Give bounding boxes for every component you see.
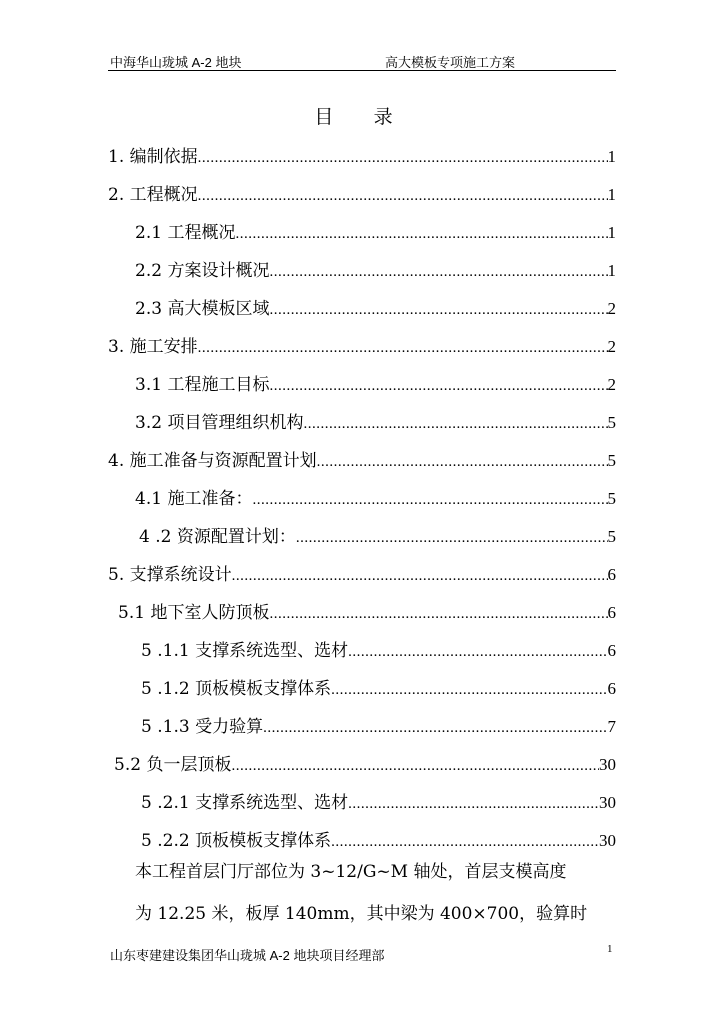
toc-leader-dots <box>348 644 607 661</box>
toc-entry-text: 2.2 方案设计概况 <box>135 261 270 281</box>
toc-entry[interactable] <box>141 712 616 736</box>
toc-leader-dots <box>317 454 608 471</box>
body-paragraph-line: 为 12.25 米，板厚 140mm，其中梁为 400×700，验算时 <box>135 904 588 924</box>
toc-leader-dots <box>252 492 607 509</box>
toc-entry[interactable] <box>135 484 616 508</box>
footer-page-number: 1 <box>607 943 613 955</box>
toc-entry-text: 5 .1.3 受力验算 <box>141 717 264 737</box>
toc-entry-page: 1 <box>607 223 616 242</box>
toc-entry-page: 5 <box>607 413 616 432</box>
toc-entry[interactable] <box>135 408 616 432</box>
toc-entry-page: 6 <box>607 679 616 698</box>
toc-leader-dots <box>296 530 608 547</box>
toc-leader-dots <box>269 302 607 319</box>
toc-entry-text: 5 .2.1 支撑系统选型、选材 <box>141 793 349 813</box>
toc-entry[interactable] <box>108 180 616 204</box>
toc-leader-dots <box>263 720 607 737</box>
toc-entry-page: 5 <box>607 451 616 470</box>
toc-entry[interactable] <box>108 332 616 356</box>
toc-entry[interactable] <box>108 142 616 166</box>
toc-entry-page: 7 <box>607 717 616 736</box>
toc-entry-page: 2 <box>607 375 616 394</box>
toc-entry[interactable] <box>135 218 616 242</box>
toc-entry-page: 1 <box>607 185 616 204</box>
toc-entry-text: 2. 工程概况 <box>108 185 198 205</box>
toc-entry-text: 1. 编制依据 <box>108 147 198 167</box>
toc-entry[interactable] <box>141 636 616 660</box>
toc-entry[interactable] <box>108 446 616 470</box>
toc-entry-text: 2.3 高大模板区域 <box>135 299 270 319</box>
toc-entry-text: 5 .2.2 顶板模板支撑体系 <box>141 831 332 851</box>
toc-leader-dots <box>198 150 608 167</box>
toc-entry-page: 2 <box>607 337 616 356</box>
toc-entry-text: 4.1 施工准备： <box>135 489 253 509</box>
toc-entry[interactable] <box>114 750 616 774</box>
toc-entry[interactable] <box>135 370 616 394</box>
toc-entry[interactable] <box>108 560 616 584</box>
toc-leader-dots <box>348 796 599 813</box>
toc-leader-dots <box>269 606 607 623</box>
toc-leader-dots <box>231 758 599 775</box>
toc-entry-page: 6 <box>607 641 616 660</box>
toc-entry-page: 6 <box>607 565 616 584</box>
toc-leader-dots <box>269 264 607 281</box>
toc-leader-dots <box>331 834 599 851</box>
toc-entry-text: 2.1 工程概况 <box>135 223 236 243</box>
toc-leader-dots <box>303 416 607 433</box>
toc-leader-dots <box>198 188 608 205</box>
toc-entry[interactable] <box>118 598 616 622</box>
toc-entry-text: 5.1 地下室人防顶板 <box>118 603 270 623</box>
toc-entry[interactable] <box>141 788 616 812</box>
toc-entry-page: 2 <box>607 299 616 318</box>
toc-entry-page: 1 <box>607 261 616 280</box>
toc-entry-page: 6 <box>607 603 616 622</box>
toc-entry[interactable] <box>141 674 616 698</box>
header-rule <box>108 70 616 71</box>
toc-entry-text: 5.2 负一层顶板 <box>114 755 232 775</box>
toc-entry-page: 30 <box>599 755 616 774</box>
toc-entry-text: 4 .2 资源配置计划： <box>139 527 296 547</box>
toc-leader-dots <box>269 378 607 395</box>
toc-leader-dots <box>235 226 607 243</box>
toc-leader-dots <box>198 340 608 357</box>
toc-entry[interactable] <box>135 294 616 318</box>
toc-entry-text: 3.1 工程施工目标 <box>135 375 270 395</box>
header-left-text: 中海华山珑城 A-2 地块 <box>110 55 242 70</box>
toc-leader-dots <box>232 568 608 585</box>
toc-entry-page: 5 <box>607 489 616 508</box>
footer-left-text: 山东枣建建设集团华山珑城 A-2 地块项目经理部 <box>110 948 385 963</box>
toc-entry-text: 3. 施工安排 <box>108 337 198 357</box>
header-right-text: 高大模板专项施工方案 <box>385 55 516 70</box>
toc-entry-page: 5 <box>607 527 616 546</box>
toc-entry-text: 5 .1.1 支撑系统选型、选材 <box>141 641 349 661</box>
toc-entry-text: 3.2 项目管理组织机构 <box>135 413 304 433</box>
toc-entry-page: 30 <box>599 831 616 850</box>
toc-entry[interactable] <box>139 522 616 546</box>
toc-entry[interactable] <box>135 256 616 280</box>
toc-entry-text: 5 .1.2 顶板模板支撑体系 <box>141 679 332 699</box>
toc-entry[interactable] <box>141 826 616 850</box>
body-paragraph-line: 本工程首层门厅部位为 3~12/G~M 轴处，首层支模高度 <box>135 862 567 882</box>
toc-entry-text: 4. 施工准备与资源配置计划 <box>108 451 317 471</box>
toc-title: 目 录 <box>314 106 410 128</box>
toc-leader-dots <box>331 682 607 699</box>
toc-entry-page: 30 <box>599 793 616 812</box>
toc-entry-page: 1 <box>607 147 616 166</box>
toc-entry-text: 5. 支撑系统设计 <box>108 565 232 585</box>
